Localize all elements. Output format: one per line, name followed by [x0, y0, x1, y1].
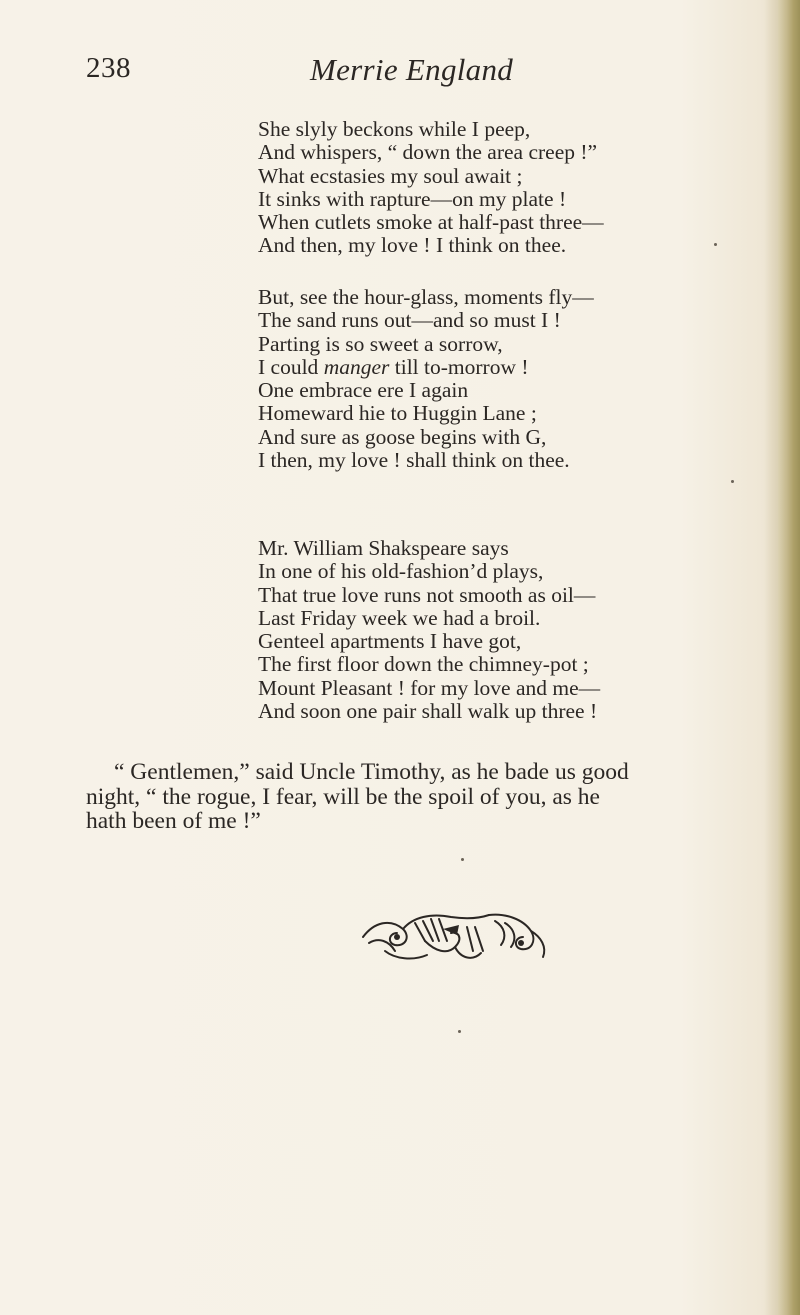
poem-stanza-3	[258, 537, 600, 723]
poem-line: When cutlets smoke at half-past three—	[258, 210, 604, 235]
poem-line: The sand runs out—and so must I !	[258, 308, 561, 333]
paper-speck	[714, 243, 717, 246]
poem-stanza-1	[258, 118, 604, 258]
poem-line-part: I could	[258, 354, 324, 379]
prose-line: “ Gentlemen,” said Uncle Timothy, as he bade us good	[114, 759, 629, 785]
page-edge	[778, 0, 800, 1315]
poem-line: I then, my love ! shall think on thee.	[258, 448, 570, 473]
poem-line: Mount Pleasant ! for my love and me—	[258, 675, 601, 700]
prose-paragraph	[86, 760, 766, 834]
paper-speck	[731, 480, 734, 483]
prose-line: hath been of me !”	[86, 808, 261, 834]
poem-stanza-2	[258, 286, 594, 472]
tailpiece-ornament-icon	[355, 907, 555, 967]
poem-line: Parting is so sweet a sorrow,	[258, 331, 503, 356]
poem-line: And then, my love ! I think on thee.	[258, 233, 567, 258]
poem-line: She slyly beckons while I peep,	[258, 117, 531, 141]
poem-line: And soon one pair shall walk up three !	[258, 699, 598, 724]
poem-line-part: till to-morrow !	[389, 354, 529, 379]
prose-line: night, “ the rogue, I fear, will be the spoil of you, as he	[86, 783, 600, 810]
page-edge-shadow	[764, 0, 778, 1315]
poem-line: Homeward hie to Huggin Lane ;	[258, 401, 537, 426]
poem-line: One embrace ere I again	[258, 378, 469, 403]
paper-speck	[458, 1030, 461, 1033]
poem-line: Mr. William Shakspeare says	[258, 536, 509, 560]
poem-line: Last Friday week we had a broil.	[258, 605, 541, 630]
running-title: Merrie England	[310, 52, 514, 87]
poem-line: It sinks with rapture—on my plate !	[258, 186, 567, 211]
poem-line: What ecstasies my soul await ;	[258, 163, 523, 188]
poem-line: In one of his old-fashion’d plays,	[258, 559, 544, 584]
poem-line: And sure as goose begins with G,	[258, 424, 547, 449]
poem-line: That true love runs not smooth as oil—	[258, 582, 596, 607]
page-number: 238	[86, 52, 131, 84]
paper-speck	[461, 858, 464, 861]
poem-line: And whispers, “ down the area creep !”	[258, 140, 598, 165]
poem-line: The first floor down the chimney-pot ;	[258, 652, 589, 677]
poem-line: But, see the hour-glass, moments fly—	[258, 285, 594, 309]
italic-word: manger	[323, 354, 390, 379]
poem-line-with-italic	[258, 356, 594, 379]
poem-line: Genteel apartments I have got,	[258, 629, 522, 654]
